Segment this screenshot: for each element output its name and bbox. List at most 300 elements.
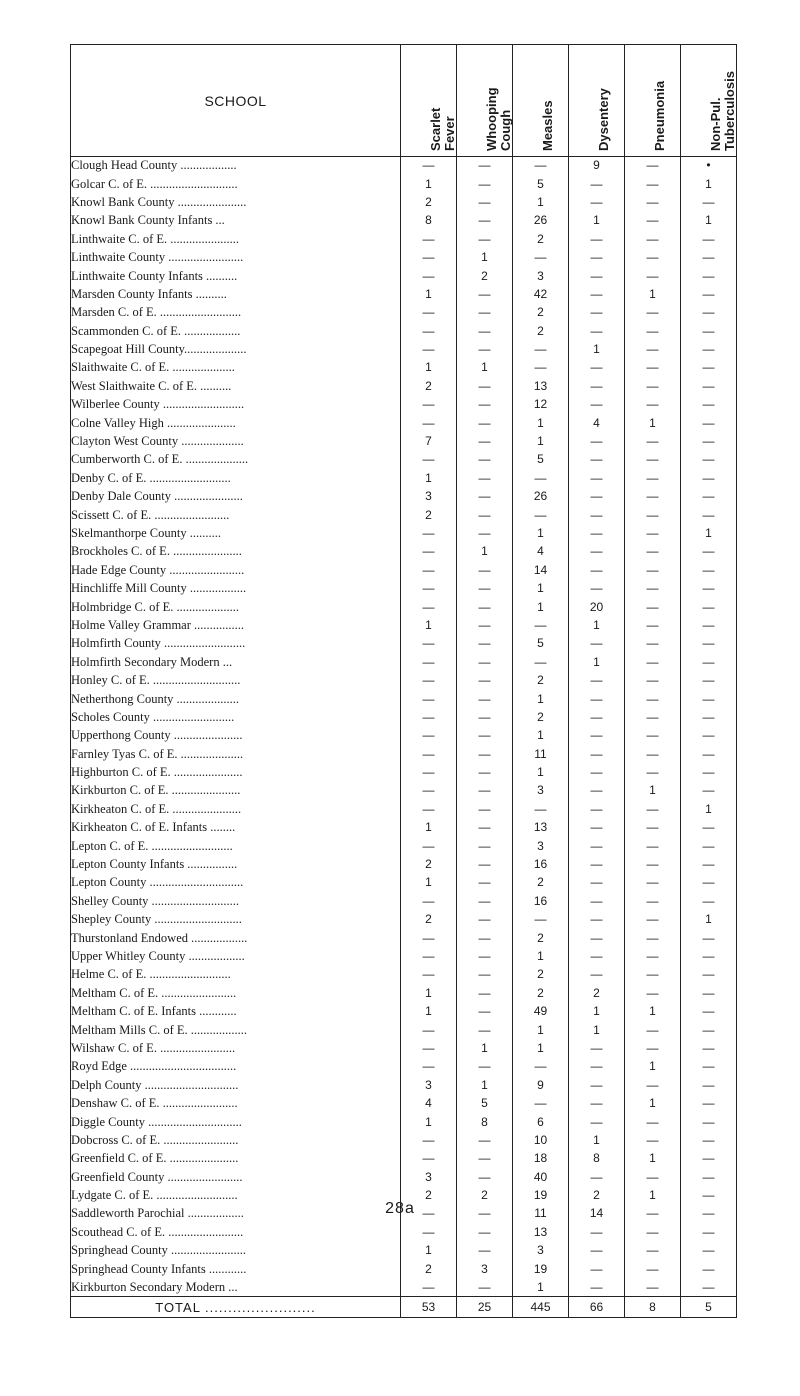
case-count: — xyxy=(625,598,681,616)
case-count: — xyxy=(681,1002,737,1020)
case-count: — xyxy=(513,359,569,377)
table-row xyxy=(71,377,737,395)
case-count: — xyxy=(401,837,457,855)
case-count: — xyxy=(625,708,681,726)
case-count: 1 xyxy=(569,340,625,358)
case-count: — xyxy=(457,745,513,763)
case-count: — xyxy=(401,892,457,910)
case-count: — xyxy=(681,855,737,873)
case-count: — xyxy=(681,1058,737,1076)
case-count: — xyxy=(569,543,625,561)
table-row xyxy=(71,359,737,377)
case-count: — xyxy=(681,653,737,671)
case-count: — xyxy=(457,690,513,708)
case-count: 2 xyxy=(513,671,569,689)
case-count: — xyxy=(513,157,569,175)
case-count: — xyxy=(625,1168,681,1186)
case-count: — xyxy=(401,414,457,432)
case-count: 1 xyxy=(457,543,513,561)
case-count: 2 xyxy=(569,1186,625,1204)
table-row xyxy=(71,1150,737,1168)
case-count: — xyxy=(457,1002,513,1020)
case-count: — xyxy=(569,1113,625,1131)
case-count: 19 xyxy=(513,1186,569,1204)
case-count: — xyxy=(625,175,681,193)
school-name: Holmbridge C. of E. .................... xyxy=(71,598,401,616)
school-name: Saddleworth Parochial .................. xyxy=(71,1205,401,1223)
table-row xyxy=(71,579,737,597)
case-count: — xyxy=(513,911,569,929)
case-count: — xyxy=(569,285,625,303)
school-name: Golcar C. of E. ............................ xyxy=(71,175,401,193)
school-name: Greenfield County ........................ xyxy=(71,1168,401,1186)
case-count: — xyxy=(681,874,737,892)
school-name: Marsden C. of E. .......................... xyxy=(71,304,401,322)
case-count: — xyxy=(681,432,737,450)
table-row xyxy=(71,175,737,193)
table-row xyxy=(71,653,737,671)
case-count: 1 xyxy=(625,1186,681,1204)
case-count: — xyxy=(457,524,513,542)
case-count: — xyxy=(569,469,625,487)
school-name: Linthwaite County Infants .......... xyxy=(71,267,401,285)
case-count: — xyxy=(625,304,681,322)
case-count: — xyxy=(681,671,737,689)
school-name: Meltham C. of E. Infants ............ xyxy=(71,1002,401,1020)
case-count: 20 xyxy=(569,598,625,616)
case-count: — xyxy=(401,635,457,653)
case-count: 1 xyxy=(625,1150,681,1168)
school-name: Denby Dale County ...................... xyxy=(71,488,401,506)
case-count: — xyxy=(625,929,681,947)
case-count: 2 xyxy=(401,1260,457,1278)
table-row xyxy=(71,671,737,689)
school-name: Denby C. of E. .......................... xyxy=(71,469,401,487)
case-count: — xyxy=(569,911,625,929)
case-count: — xyxy=(401,1131,457,1149)
case-count: — xyxy=(681,488,737,506)
school-name: Hinchliffe Mill County .................. xyxy=(71,579,401,597)
school-name: Farnley Tyas C. of E. .................... xyxy=(71,745,401,763)
case-count: — xyxy=(681,1150,737,1168)
non-pul-tuberculosis-column-header xyxy=(681,45,737,157)
case-count: — xyxy=(569,175,625,193)
case-count: 11 xyxy=(513,1205,569,1223)
column-header-label: Whooping Cough xyxy=(484,87,513,151)
case-count: — xyxy=(569,432,625,450)
case-count: — xyxy=(569,635,625,653)
case-count: — xyxy=(681,1242,737,1260)
case-count: — xyxy=(681,1039,737,1057)
case-count: 2 xyxy=(401,1186,457,1204)
case-count: — xyxy=(681,248,737,266)
case-count: 1 xyxy=(457,1076,513,1094)
school-name: Holme Valley Grammar ................ xyxy=(71,616,401,634)
case-count: — xyxy=(457,984,513,1002)
case-count: — xyxy=(681,727,737,745)
case-count: — xyxy=(457,800,513,818)
case-count: 8 xyxy=(457,1113,513,1131)
case-count: — xyxy=(401,579,457,597)
case-count: — xyxy=(681,635,737,653)
case-count: — xyxy=(569,947,625,965)
case-count: 1 xyxy=(457,248,513,266)
case-count: — xyxy=(457,819,513,837)
case-count: — xyxy=(457,506,513,524)
case-count: 6 xyxy=(513,1113,569,1131)
case-count: 3 xyxy=(513,1242,569,1260)
case-count: — xyxy=(457,837,513,855)
case-count: — xyxy=(401,524,457,542)
school-name: Clough Head County .................. xyxy=(71,157,401,175)
case-count: 8 xyxy=(401,212,457,230)
case-count: — xyxy=(681,819,737,837)
case-count: 5 xyxy=(513,635,569,653)
table-row xyxy=(71,616,737,634)
column-header-label: Pneumonia xyxy=(652,80,667,151)
case-count: • xyxy=(681,157,737,175)
case-count: — xyxy=(457,322,513,340)
case-count: 2 xyxy=(401,193,457,211)
case-count: 1 xyxy=(569,212,625,230)
table-row xyxy=(71,157,737,175)
table-row xyxy=(71,1002,737,1020)
case-count: 2 xyxy=(513,708,569,726)
case-count: 1 xyxy=(457,359,513,377)
total-row xyxy=(71,1297,737,1318)
school-name: Kirkheaton C. of E. Infants ........ xyxy=(71,819,401,837)
school-name: Lydgate C. of E. .......................... xyxy=(71,1186,401,1204)
case-count: — xyxy=(681,929,737,947)
case-count: 1 xyxy=(625,1058,681,1076)
table-row xyxy=(71,543,737,561)
case-count: 2 xyxy=(513,929,569,947)
school-name: Kirkburton Secondary Modern ... xyxy=(71,1278,401,1296)
case-count: — xyxy=(569,322,625,340)
case-count: — xyxy=(569,874,625,892)
case-count: 1 xyxy=(513,598,569,616)
case-count: — xyxy=(681,616,737,634)
case-count: 9 xyxy=(513,1076,569,1094)
case-count: — xyxy=(681,543,737,561)
case-count: — xyxy=(625,212,681,230)
case-count: — xyxy=(625,1223,681,1241)
case-count: — xyxy=(625,561,681,579)
table-row xyxy=(71,782,737,800)
case-count: — xyxy=(457,230,513,248)
case-count: 1 xyxy=(569,616,625,634)
case-count: 19 xyxy=(513,1260,569,1278)
school-name: Slaithwaite C. of E. .................... xyxy=(71,359,401,377)
case-count: — xyxy=(457,1021,513,1039)
case-count: — xyxy=(625,966,681,984)
total-value: 8 xyxy=(625,1297,681,1318)
case-count: — xyxy=(401,267,457,285)
case-count: 1 xyxy=(569,1131,625,1149)
school-name: Meltham C. of E. ........................ xyxy=(71,984,401,1002)
table-row xyxy=(71,1168,737,1186)
case-count: 1 xyxy=(513,947,569,965)
case-count: 1 xyxy=(401,175,457,193)
case-count: — xyxy=(513,248,569,266)
case-count: — xyxy=(681,1113,737,1131)
school-name: Upperthong County ...................... xyxy=(71,727,401,745)
table-row xyxy=(71,561,737,579)
school-name: Shepley County ............................ xyxy=(71,911,401,929)
case-count: — xyxy=(625,727,681,745)
case-count: 42 xyxy=(513,285,569,303)
total-value: 25 xyxy=(457,1297,513,1318)
case-count: — xyxy=(625,506,681,524)
case-count: — xyxy=(457,1058,513,1076)
table-row xyxy=(71,340,737,358)
case-count: — xyxy=(681,359,737,377)
case-count: — xyxy=(457,947,513,965)
table-row xyxy=(71,635,737,653)
case-count: — xyxy=(401,708,457,726)
case-count: — xyxy=(625,800,681,818)
case-count: 3 xyxy=(401,1168,457,1186)
case-count: — xyxy=(681,837,737,855)
case-count: 1 xyxy=(513,579,569,597)
case-count: — xyxy=(625,653,681,671)
case-count: 1 xyxy=(513,524,569,542)
table-row xyxy=(71,855,737,873)
case-count: — xyxy=(569,506,625,524)
case-count: — xyxy=(681,1260,737,1278)
total-label: TOTAL ........................ xyxy=(71,1297,401,1318)
table-row xyxy=(71,414,737,432)
case-count: — xyxy=(625,763,681,781)
school-name: Thurstonland Endowed .................. xyxy=(71,929,401,947)
case-count: — xyxy=(681,1278,737,1296)
page-number: 28a xyxy=(385,1200,415,1217)
case-count: — xyxy=(569,488,625,506)
case-count: — xyxy=(401,340,457,358)
school-name: Meltham Mills C. of E. .................. xyxy=(71,1021,401,1039)
table-row xyxy=(71,488,737,506)
case-count: 1 xyxy=(401,819,457,837)
case-count: — xyxy=(401,671,457,689)
case-count: — xyxy=(681,304,737,322)
school-name: Lepton County Infants ................ xyxy=(71,855,401,873)
table-row xyxy=(71,524,737,542)
case-count: — xyxy=(401,1058,457,1076)
case-count: — xyxy=(569,193,625,211)
table-row xyxy=(71,598,737,616)
case-count: — xyxy=(513,1094,569,1112)
case-count: — xyxy=(681,340,737,358)
case-count: — xyxy=(457,635,513,653)
case-count: — xyxy=(625,855,681,873)
case-count: — xyxy=(569,708,625,726)
case-count: 2 xyxy=(457,1186,513,1204)
case-count: 2 xyxy=(569,984,625,1002)
header-row xyxy=(71,45,737,157)
table-row xyxy=(71,1278,737,1296)
case-count: — xyxy=(401,598,457,616)
school-name: Scissett C. of E. ........................ xyxy=(71,506,401,524)
case-count: — xyxy=(457,911,513,929)
case-count: — xyxy=(401,1150,457,1168)
case-count: 4 xyxy=(569,414,625,432)
case-count: — xyxy=(625,524,681,542)
case-count: — xyxy=(681,579,737,597)
case-count: — xyxy=(457,175,513,193)
case-count: — xyxy=(625,1260,681,1278)
school-name: Shelley County ............................ xyxy=(71,892,401,910)
case-count: — xyxy=(401,543,457,561)
case-count: — xyxy=(681,947,737,965)
case-count: 3 xyxy=(457,1260,513,1278)
case-count: — xyxy=(625,1113,681,1131)
case-count: — xyxy=(401,157,457,175)
case-count: — xyxy=(401,690,457,708)
case-count: — xyxy=(457,579,513,597)
case-count: — xyxy=(681,984,737,1002)
case-count: — xyxy=(457,653,513,671)
case-count: 1 xyxy=(569,1002,625,1020)
case-count: — xyxy=(681,451,737,469)
case-count: 49 xyxy=(513,1002,569,1020)
school-name: Knowl Bank County Infants ... xyxy=(71,212,401,230)
case-count: 3 xyxy=(401,1076,457,1094)
case-count: — xyxy=(457,1278,513,1296)
case-count: 3 xyxy=(513,267,569,285)
table-row xyxy=(71,267,737,285)
case-count: — xyxy=(457,377,513,395)
case-count: — xyxy=(401,727,457,745)
case-count: 1 xyxy=(681,800,737,818)
case-count: 7 xyxy=(401,432,457,450)
case-count: — xyxy=(681,966,737,984)
school-name: Wilshaw C. of E. ........................ xyxy=(71,1039,401,1057)
case-count: 26 xyxy=(513,212,569,230)
case-count: — xyxy=(569,782,625,800)
case-count: — xyxy=(625,340,681,358)
case-count: — xyxy=(401,322,457,340)
case-count: — xyxy=(625,947,681,965)
case-count: — xyxy=(569,1223,625,1241)
case-count: — xyxy=(681,506,737,524)
table-row xyxy=(71,984,737,1002)
case-count: — xyxy=(401,230,457,248)
table-row xyxy=(71,1260,737,1278)
case-count: — xyxy=(625,543,681,561)
table-row xyxy=(71,1058,737,1076)
case-count: — xyxy=(457,396,513,414)
case-count: 1 xyxy=(625,1094,681,1112)
school-column-header: SCHOOL xyxy=(71,45,401,157)
case-count: — xyxy=(457,451,513,469)
column-header-label: Measles xyxy=(540,100,555,151)
case-count: — xyxy=(625,359,681,377)
school-name: Lepton County .............................. xyxy=(71,874,401,892)
case-count: — xyxy=(401,1039,457,1057)
case-count: — xyxy=(681,763,737,781)
school-name: Netherthong County .................... xyxy=(71,690,401,708)
case-count: — xyxy=(457,193,513,211)
case-count: — xyxy=(513,340,569,358)
school-name: Highburton C. of E. ...................... xyxy=(71,763,401,781)
table-row xyxy=(71,929,737,947)
case-count: — xyxy=(569,763,625,781)
case-count: — xyxy=(681,1186,737,1204)
case-count: — xyxy=(457,708,513,726)
school-name: Brockholes C. of E. ...................... xyxy=(71,543,401,561)
case-count: — xyxy=(681,1131,737,1149)
school-name: Clayton West County .................... xyxy=(71,432,401,450)
case-count: 2 xyxy=(401,377,457,395)
case-count: — xyxy=(401,1205,457,1223)
case-count: — xyxy=(513,800,569,818)
school-name: Kirkheaton C. of E. ...................... xyxy=(71,800,401,818)
column-header-label: Dysentery xyxy=(596,88,611,151)
case-count: — xyxy=(513,616,569,634)
case-count: — xyxy=(569,524,625,542)
case-count: — xyxy=(681,377,737,395)
case-count: — xyxy=(401,1223,457,1241)
case-count: — xyxy=(569,1094,625,1112)
school-name: Marsden County Infants .......... xyxy=(71,285,401,303)
table-row xyxy=(71,690,737,708)
case-count: — xyxy=(401,248,457,266)
case-count: 8 xyxy=(569,1150,625,1168)
case-count: — xyxy=(625,671,681,689)
case-count: — xyxy=(625,193,681,211)
case-count: — xyxy=(625,745,681,763)
case-count: — xyxy=(569,1278,625,1296)
case-count: — xyxy=(681,892,737,910)
case-count: — xyxy=(625,1278,681,1296)
school-name: Springhead County ........................ xyxy=(71,1242,401,1260)
school-name: Kirkburton C. of E. ...................... xyxy=(71,782,401,800)
case-count: — xyxy=(457,285,513,303)
table-row xyxy=(71,763,737,781)
case-count: — xyxy=(569,1076,625,1094)
case-count: 18 xyxy=(513,1150,569,1168)
case-count: 1 xyxy=(625,1002,681,1020)
table-row xyxy=(71,966,737,984)
school-name: Honley C. of E. ............................ xyxy=(71,671,401,689)
case-count: — xyxy=(569,929,625,947)
case-count: 40 xyxy=(513,1168,569,1186)
case-count: — xyxy=(569,359,625,377)
case-count: — xyxy=(401,966,457,984)
case-count: — xyxy=(569,800,625,818)
case-count: 13 xyxy=(513,377,569,395)
case-count: — xyxy=(681,193,737,211)
case-count: — xyxy=(625,1076,681,1094)
case-count: — xyxy=(569,671,625,689)
case-count: — xyxy=(625,984,681,1002)
table-row xyxy=(71,1039,737,1057)
case-count: 1 xyxy=(681,524,737,542)
case-count: — xyxy=(457,727,513,745)
case-count: 1 xyxy=(401,1002,457,1020)
case-count: 1 xyxy=(569,653,625,671)
table-row xyxy=(71,1242,737,1260)
case-count: — xyxy=(457,1242,513,1260)
case-count: 16 xyxy=(513,855,569,873)
school-name: Skelmanthorpe County .......... xyxy=(71,524,401,542)
case-count: — xyxy=(625,837,681,855)
case-count: — xyxy=(457,616,513,634)
case-count: — xyxy=(513,506,569,524)
case-count: 9 xyxy=(569,157,625,175)
table-row xyxy=(71,1223,737,1241)
school-name: Linthwaite County ........................ xyxy=(71,248,401,266)
